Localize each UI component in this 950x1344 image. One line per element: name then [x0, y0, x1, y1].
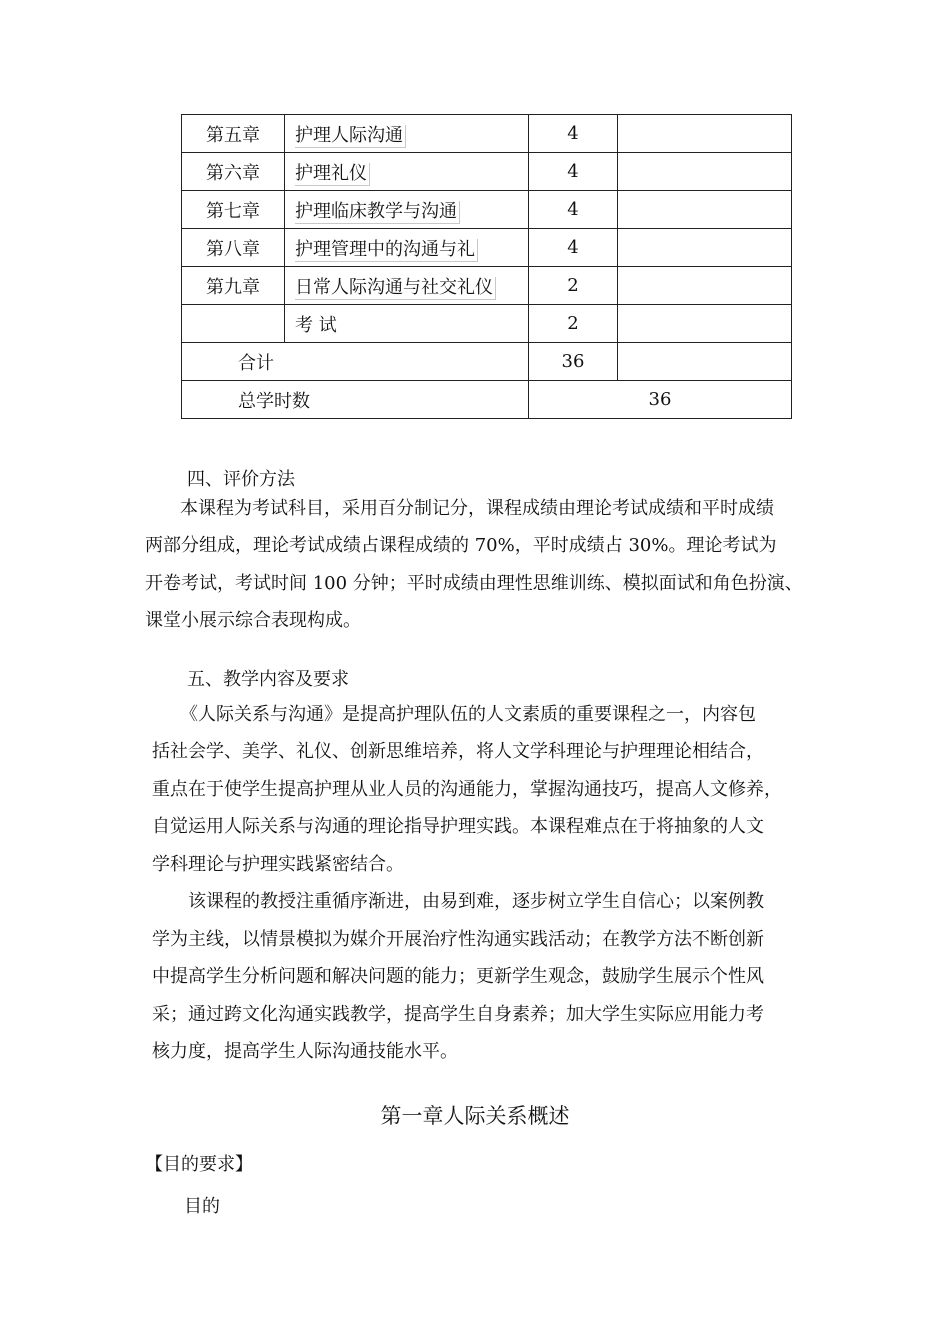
title-text: 护理礼仪 [295, 163, 370, 186]
chapter-cell [182, 305, 285, 343]
note-cell [618, 115, 792, 153]
subtotal-label: 合计 [182, 343, 529, 381]
title-cell [285, 153, 529, 191]
table-row [182, 115, 792, 153]
chapter-cell: 第九章 [182, 267, 285, 305]
section-5-heading: 五、教学内容及要求 [187, 669, 349, 690]
section-5-line: 该课程的教授注重循序渐进，由易到难，逐步树立学生自信心；以案例教 [188, 891, 764, 912]
note-cell [618, 229, 792, 267]
note-cell [618, 267, 792, 305]
note-cell [618, 153, 792, 191]
section-5-line: 核力度，提高学生人际沟通技能水平。 [152, 1041, 458, 1062]
note-cell [618, 305, 792, 343]
title-text: 护理人际沟通 [295, 125, 406, 148]
objectives-heading: 【目的要求】 [145, 1154, 253, 1175]
title-cell [285, 229, 529, 267]
table-row [182, 267, 792, 305]
section-4-line: 开卷考试，考试时间 100 分钟；平时成绩由理性思维训练、模拟面试和角色扮演、 [145, 573, 803, 594]
table-row [182, 305, 792, 343]
class-hours-table [181, 114, 792, 419]
subtotal-row [182, 343, 792, 381]
hours-cell: 2 [529, 305, 618, 343]
section-4-line: 两部分组成，理论考试成绩占课程成绩的 70%，平时成绩占 30%。理论考试为 [145, 535, 777, 556]
total-label: 总学时数 [182, 381, 529, 419]
section-5-line: 重点在于使学生提高护理从业人员的沟通能力，掌握沟通技巧，提高人文修养， [152, 779, 782, 800]
chapter-cell: 第八章 [182, 229, 285, 267]
purpose-label: 目的 [184, 1196, 220, 1217]
section-5-line: 自觉运用人际关系与沟通的理论指导护理实践。本课程难点在于将抽象的人文 [152, 816, 764, 837]
title-text: 日常人际沟通与社交礼仪 [295, 277, 496, 300]
hours-cell: 4 [529, 191, 618, 229]
title-cell: 考 试 [285, 305, 529, 343]
hours-cell: 4 [529, 153, 618, 191]
note-cell [618, 191, 792, 229]
chapter-title: 第一章人际关系概述 [380, 1104, 570, 1128]
table-row [182, 191, 792, 229]
section-4-heading: 四、评价方法 [187, 469, 295, 490]
section-5-line: 学为主线，以情景模拟为媒介开展治疗性沟通实践活动；在教学方法不断创新 [152, 929, 764, 950]
hours-cell: 2 [529, 267, 618, 305]
title-text: 护理临床教学与沟通 [295, 201, 460, 224]
section-4-line: 课堂小展示综合表现构成。 [145, 610, 361, 631]
subtotal-value: 36 [529, 343, 618, 381]
total-row [182, 381, 792, 419]
title-text: 护理管理中的沟通与礼 [295, 239, 478, 262]
section-5-line: 采；通过跨文化沟通实践教学，提高学生自身素养；加大学生实际应用能力考 [152, 1004, 764, 1025]
section-5-line: 《人际关系与沟通》是提高护理队伍的人文素质的重要课程之一，内容包 [180, 704, 756, 725]
total-value: 36 [529, 381, 792, 419]
hours-cell: 4 [529, 229, 618, 267]
chapter-cell: 第六章 [182, 153, 285, 191]
title-cell [285, 115, 529, 153]
table-row [182, 229, 792, 267]
table-row [182, 153, 792, 191]
section-5-line: 中提高学生分析问题和解决问题的能力；更新学生观念，鼓励学生展示个性风 [152, 966, 764, 987]
title-cell [285, 267, 529, 305]
section-5-line: 括社会学、美学、礼仪、创新思维培养，将人文学科理论与护理理论相结合， [152, 741, 764, 762]
hours-cell: 4 [529, 115, 618, 153]
chapter-cell: 第五章 [182, 115, 285, 153]
chapter-cell: 第七章 [182, 191, 285, 229]
section-5-line: 学科理论与护理实践紧密结合。 [152, 854, 404, 875]
section-4-line: 本课程为考试科目，采用百分制记分，课程成绩由理论考试成绩和平时成绩 [180, 498, 774, 519]
title-cell [285, 191, 529, 229]
note-cell [618, 343, 792, 381]
